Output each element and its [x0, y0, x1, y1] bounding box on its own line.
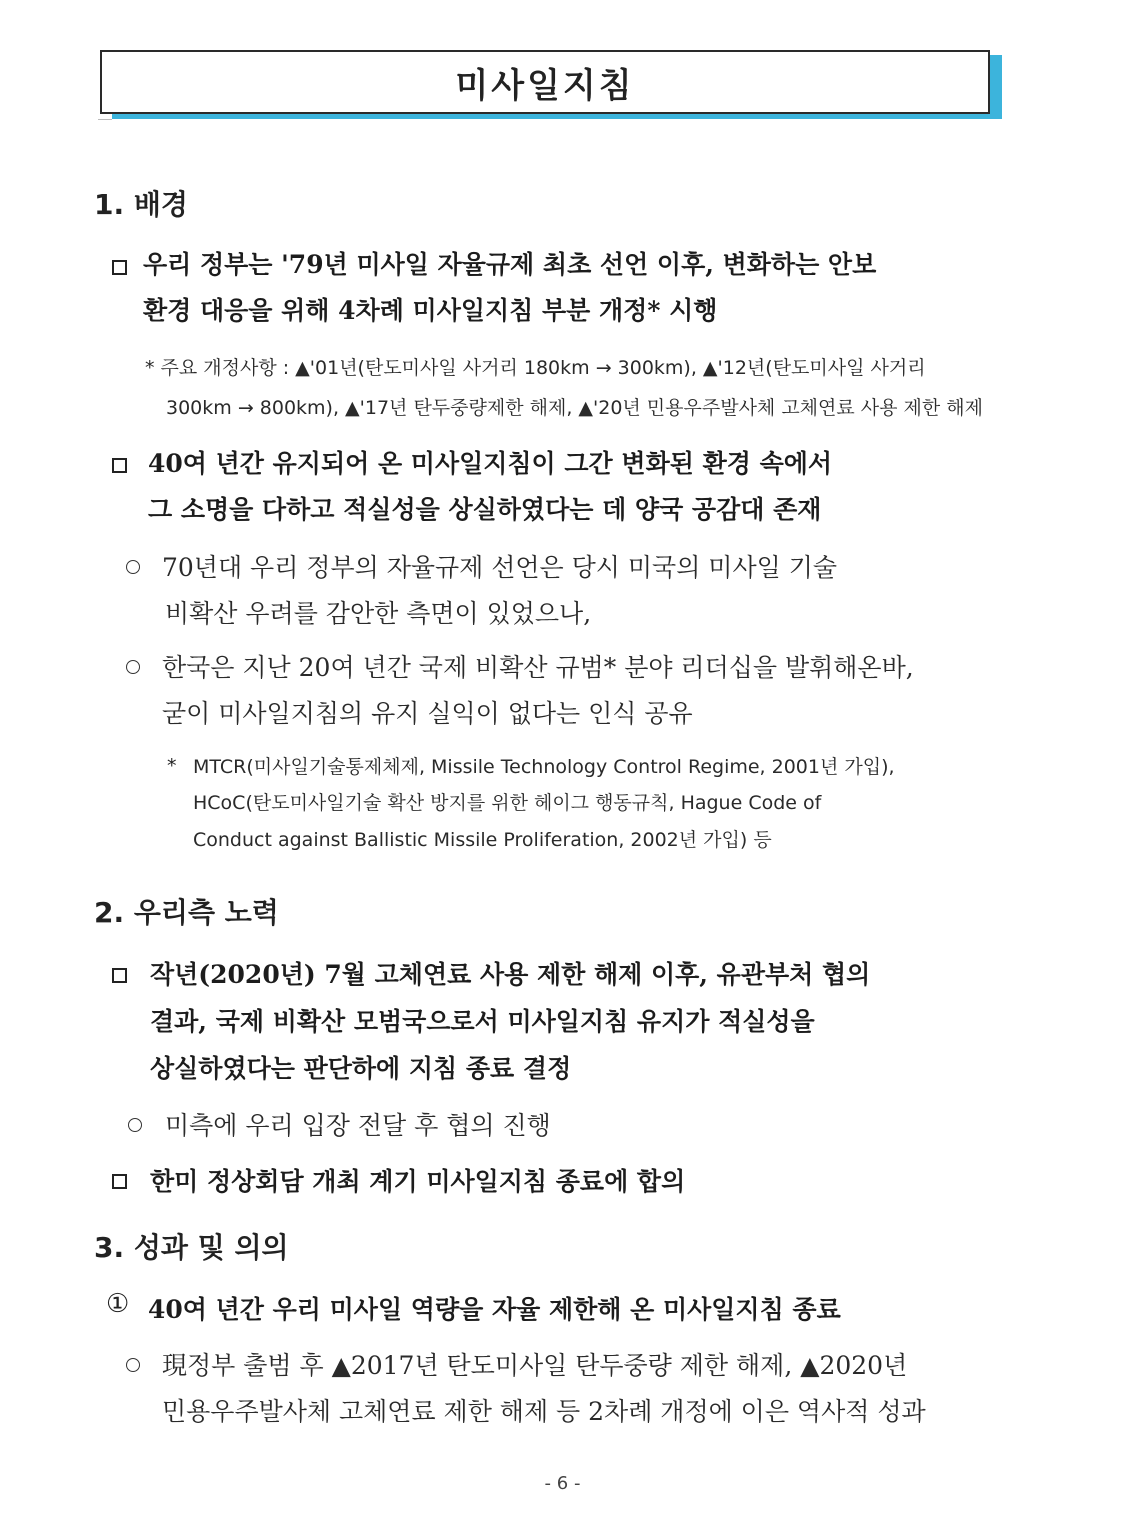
s1-b1-line1: 우리 정부는 '79년 미사일 자율규제 최초 선언 이후, 변화하는 안보 [143, 250, 877, 279]
s3-c1-line1: 現정부 출범 후 ▲2017년 탄도미사일 탄두중량 제한 해제, ▲2020년 [162, 1351, 908, 1380]
s3-n1-line1: 40여 년간 우리 미사일 역량을 자율 제한해 온 미사일지침 종료 [148, 1295, 841, 1324]
s1-b1-line2: 환경 대응을 위해 4차례 미사일지침 부분 개정* 시행 [143, 296, 718, 325]
page-title: 미사일지침 [455, 65, 635, 106]
s3-c1-line2: 민용우주발사체 고체연료 제한 해제 등 2차례 개정에 이은 역사적 성과 [162, 1397, 926, 1426]
s2-b1-line3: 상실하였다는 판단하에 지침 종료 결정 [150, 1054, 572, 1083]
s1-c1-line1: 70년대 우리 정부의 자율규제 선언은 당시 미국의 미사일 기술 [162, 553, 837, 582]
title-box [100, 50, 990, 114]
footnote-asterisk: * [167, 755, 177, 777]
section-2-heading: 2. 우리측 노력 [94, 896, 279, 929]
s1-note2-line2: HCoC(탄도미사일기술 확산 방지를 위한 헤이그 행동규칙, Hague Code of [193, 792, 822, 814]
circled-number-marker: ① [106, 1289, 130, 1319]
circle-bullet-icon [126, 560, 140, 574]
s1-c1-line2: 비확산 우려를 감안한 측면이 있었으나, [165, 599, 592, 628]
s1-c2-line1: 한국은 지난 20여 년간 국제 비확산 규범* 분야 리더십을 발휘해온바, [162, 653, 914, 682]
s1-note2-line3: Conduct against Ballistic Missile Proliferation, 2002년 가입) 등 [193, 829, 772, 851]
section-1-heading: 1. 배경 [94, 188, 188, 221]
s1-b2-line2: 그 소명을 다하고 적실성을 상실하였다는 데 양국 공감대 존재 [148, 495, 822, 524]
s2-b1-line1: 작년(2020년) 7월 고체연료 사용 제한 해제 이후, 유관부처 협의 [150, 960, 871, 989]
s1-b2-line1: 40여 년간 유지되어 온 미사일지침이 그간 변화된 환경 속에서 [148, 449, 833, 478]
circle-bullet-icon [126, 1358, 140, 1372]
s2-b2-line1: 한미 정상회담 개최 계기 미사일지침 종료에 합의 [150, 1167, 686, 1196]
s1-note1-line1: * 주요 개정사항 : ▲'01년(탄도미사일 사거리 180km → 300km), ▲'12년(탄도미사일 사거리 [145, 357, 926, 379]
circle-bullet-icon [128, 1118, 142, 1132]
square-bullet-icon [112, 968, 127, 983]
section-3-heading: 3. 성과 및 의의 [94, 1231, 289, 1264]
s1-c2-line2: 굳이 미사일지침의 유지 실익이 없다는 인식 공유 [162, 699, 693, 728]
s1-note2-line1: MTCR(미사일기술통제체제, Missile Technology Control Regime, 2001년 가입), [193, 756, 895, 778]
s2-b1-line2: 결과, 국제 비확산 모범국으로서 미사일지침 유지가 적실성을 [150, 1007, 815, 1036]
square-bullet-icon [112, 260, 127, 275]
title-frame [100, 50, 990, 114]
circle-bullet-icon [126, 660, 140, 674]
square-bullet-icon [112, 458, 127, 473]
corner-mark [98, 119, 112, 120]
page-number: - 6 - [544, 1473, 581, 1494]
square-bullet-icon [112, 1174, 127, 1189]
s1-note1-line2: 300km → 800km), ▲'17년 탄두중량제한 해제, ▲'20년 민용우주발사체 고체연료 사용 제한 해제 [166, 397, 983, 419]
s2-c1-line1: 미측에 우리 입장 전달 후 협의 진행 [165, 1111, 551, 1140]
